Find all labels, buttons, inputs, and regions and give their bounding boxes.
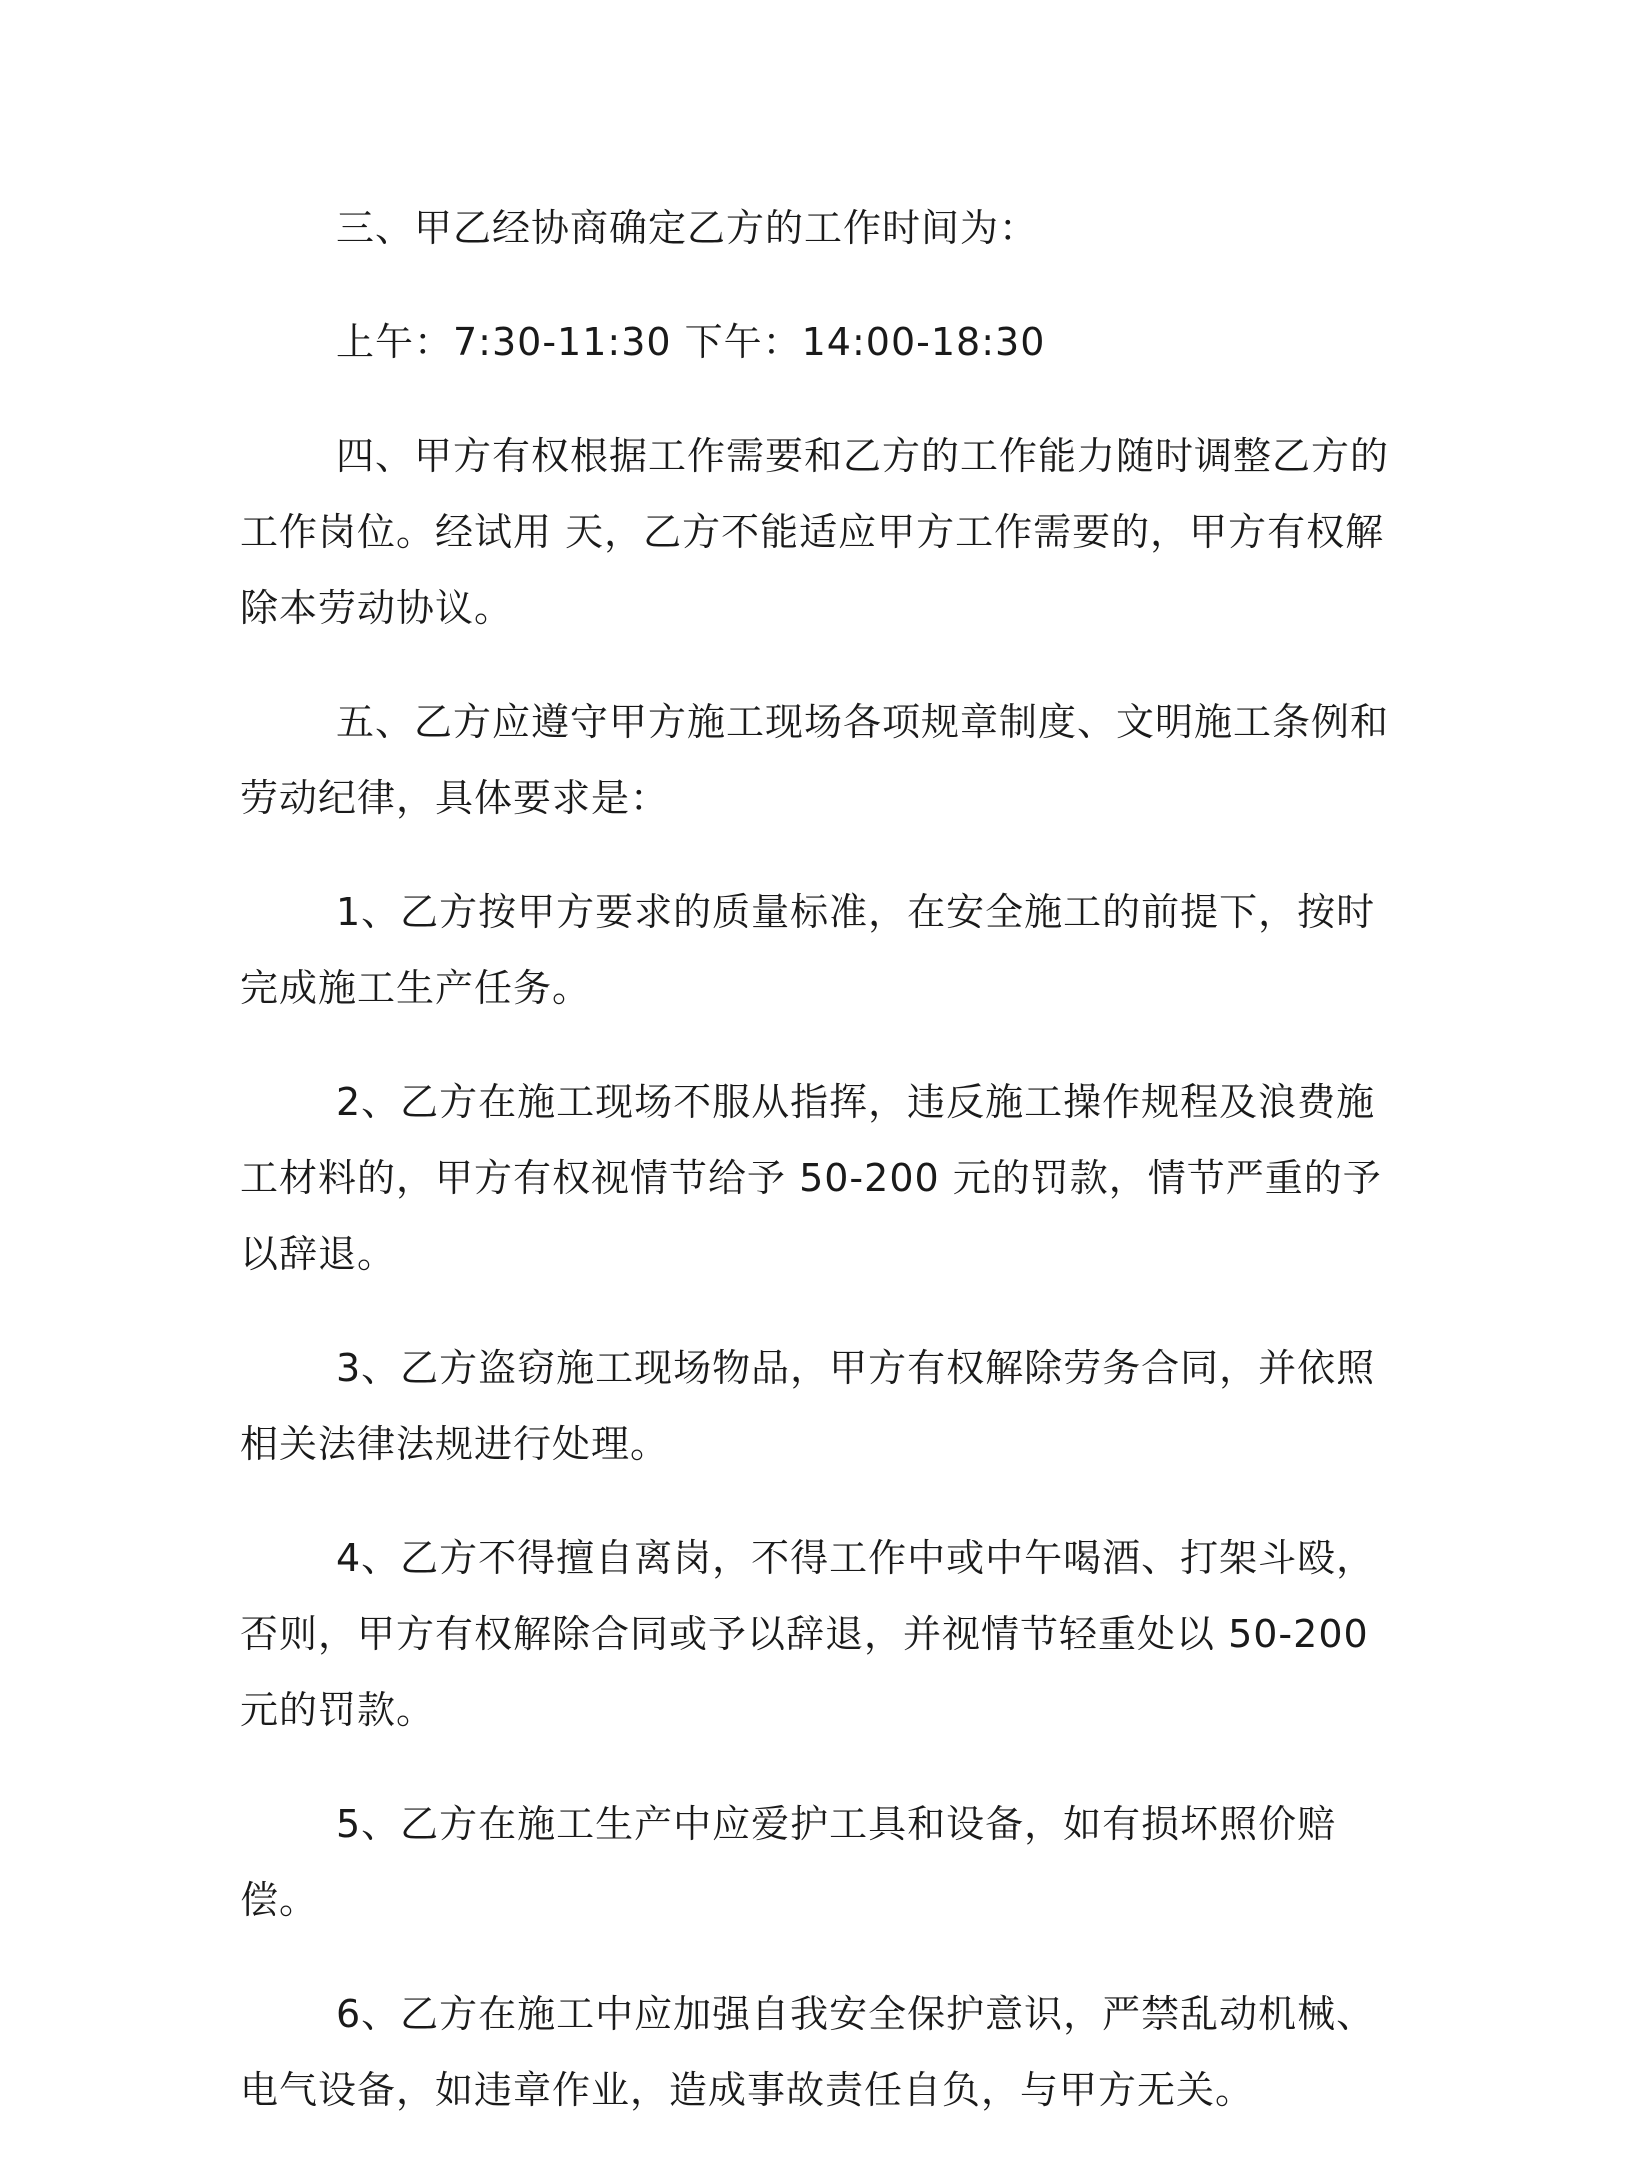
paragraph-work-hours-schedule: 上午：7:30-11:30 下午：14:00-18:30 (336, 320, 1046, 364)
paragraph-rule-3: 3、乙方盗窃施工现场物品，甲方有权解除劳务合同，并依照相关法律法规进行处理。 (240, 1346, 1376, 1466)
paragraph-site-rules-clause: 五、乙方应遵守甲方施工现场各项规章制度、文明施工条例和劳动纪律，具体要求是： (240, 700, 1390, 820)
paragraph-rule-1: 1、乙方按甲方要求的质量标准，在安全施工的前提下，按时完成施工生产任务。 (240, 890, 1376, 1010)
paragraph-position-adjustment-clause: 四、甲方有权根据工作需要和乙方的工作能力随时调整乙方的工作岗位。经试用 天，乙方不能适应甲方工作需要的，甲方有权解除本劳动协议。 (240, 434, 1390, 630)
paragraph-rule-2: 2、乙方在施工现场不服从指挥，违反施工操作规程及浪费施工材料的，甲方有权视情节给予 50-200 元的罚款，情节严重的予以辞退。 (240, 1080, 1382, 1276)
paragraph-rule-5: 5、乙方在施工生产中应爱护工具和设备，如有损坏照价赔偿。 (240, 1802, 1337, 1922)
paragraph-rule-6: 6、乙方在施工中应加强自我安全保护意识，严禁乱动机械、电气设备，如违章作业，造成事故责任自负，与甲方无关。 (240, 1992, 1376, 2112)
paragraph-rule-4: 4、乙方不得擅自离岗，不得工作中或中午喝酒、打架斗殴，否则，甲方有权解除合同或予以辞退，并视情节轻重处以 50-200 元的罚款。 (240, 1536, 1376, 1732)
paragraph-work-hours-clause: 三、甲乙经协商确定乙方的工作时间为： (336, 206, 1039, 250)
document-body (240, 190, 1410, 2166)
